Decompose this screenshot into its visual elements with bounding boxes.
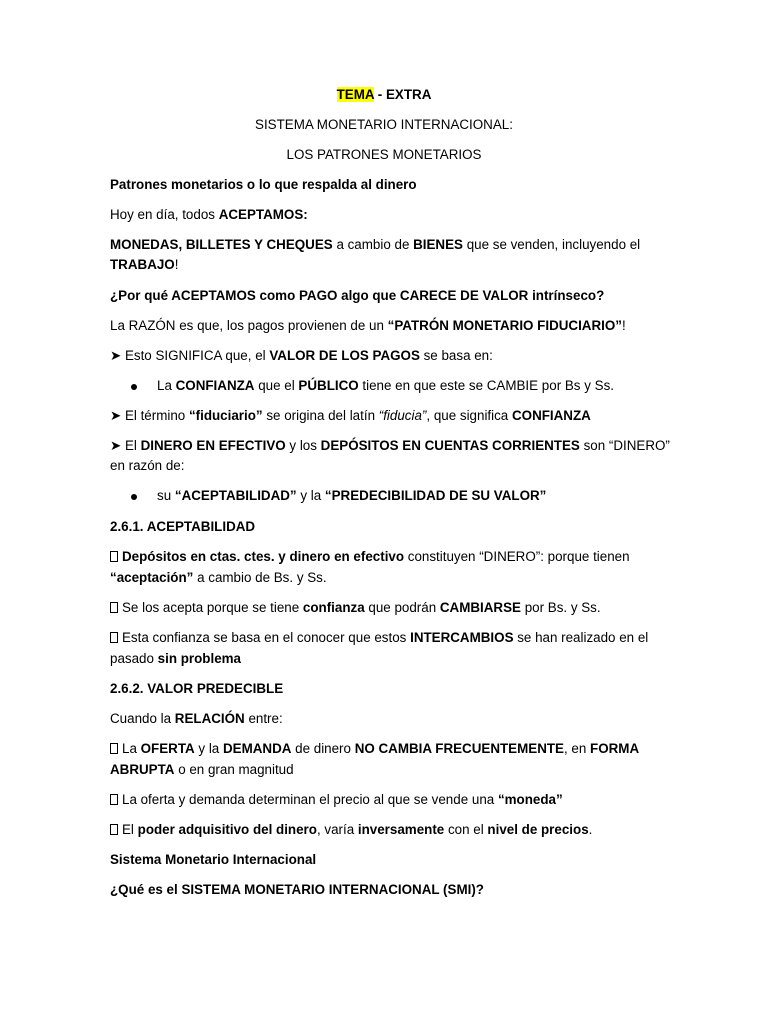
arrow-icon: ➤ [110, 408, 122, 423]
arrow-point-dinero-line2: en razón de: [110, 458, 185, 473]
tema-highlight: TEMA [336, 87, 375, 102]
bullet-confianza: La CONFIANZA que el PÚBLICO tiene en que este se CAMBIE por Bs y Ss. [157, 378, 614, 393]
checkbox-item-oferta-line1: La OFERTA y la DEMANDA de dinero NO CAMBIA FRECUENTEMENTE, en FORMA [110, 740, 639, 758]
checkbox-item-depositos-line1: Depósitos en ctas. ctes. y dinero en efectivo constituyen “DINERO”: porque tienen [110, 548, 630, 566]
checkbox-icon [110, 794, 118, 805]
question-aceptamos: ¿Por qué ACEPTAMOS como PAGO algo que CARECE DE VALOR intrínseco? [110, 288, 605, 303]
arrow-point-significa: ➤ Esto SIGNIFICA que, el VALOR DE LOS PAGOS se basa en: [110, 348, 493, 363]
arrow-point-fiduciario: ➤ El término “fiduciario” se origina del latín “fiducia”, que significa CONFIANZA [110, 408, 591, 423]
checkbox-icon [110, 602, 118, 613]
checkbox-item-oferta-line2: ABRUPTA o en gran magnitud [110, 762, 294, 777]
arrow-point-dinero-line1: ➤ El DINERO EN EFECTIVO y los DEPÓSITOS EN CUENTAS CORRIENTES son “DINERO” [110, 438, 670, 453]
checkbox-item-confianza-line2: pasado sin problema [110, 651, 241, 666]
bullet-aceptabilidad: su “ACEPTABILIDAD” y la “PREDECIBILIDAD DE SU VALOR” [157, 488, 547, 503]
arrow-icon: ➤ [110, 438, 122, 453]
paragraph-hoy: Hoy en día, todos ACEPTAMOS: [110, 207, 308, 222]
question-smi: ¿Qué es el SISTEMA MONETARIO INTERNACIONAL (SMI)? [110, 882, 484, 897]
doc-subtitle-2: LOS PATRONES MONETARIOS [286, 147, 482, 162]
paragraph-relacion: Cuando la RELACIÓN entre: [110, 711, 283, 726]
checkbox-icon [110, 824, 118, 835]
doc-subtitle-1: SISTEMA MONETARIO INTERNACIONAL: [255, 117, 513, 132]
section-heading-2-6-1: 2.6.1. ACEPTABILIDAD [110, 519, 256, 534]
doc-title: TEMA - EXTRA [336, 87, 432, 102]
checkbox-item-poder: El poder adquisitivo del dinero, varía inversamente con el nivel de precios. [110, 821, 592, 839]
bullet-icon [131, 384, 137, 390]
checkbox-item-moneda: La oferta y demanda determinan el precio al que se vende una “moneda” [110, 791, 563, 809]
paragraph-monedas-line2: TRABAJO! [110, 257, 179, 272]
paragraph-razon: La RAZÓN es que, los pagos provienen de un “PATRÓN MONETARIO FIDUCIARIO”! [110, 318, 626, 333]
checkbox-icon [110, 743, 118, 754]
checkbox-item-acepta: Se los acepta porque se tiene confianza que podrán CAMBIARSE por Bs. y Ss. [110, 599, 601, 617]
arrow-icon: ➤ [110, 348, 122, 363]
checkbox-item-confianza-line1: Esta confianza se basa en el conocer que estos INTERCAMBIOS se han realizado en el [110, 629, 648, 647]
checkbox-icon [110, 551, 118, 562]
section-heading-smi: Sistema Monetario Internacional [110, 852, 317, 867]
checkbox-icon [110, 632, 118, 643]
section-heading-patrones: Patrones monetarios o lo que respalda al dinero [110, 177, 417, 192]
checkbox-item-depositos-line2: “aceptación” a cambio de Bs. y Ss. [110, 570, 327, 585]
bullet-icon [131, 494, 137, 500]
section-heading-2-6-2: 2.6.2. VALOR PREDECIBLE [110, 681, 284, 696]
paragraph-monedas-line1: MONEDAS, BILLETES Y CHEQUES a cambio de BIENES que se venden, incluyendo el [110, 237, 641, 252]
